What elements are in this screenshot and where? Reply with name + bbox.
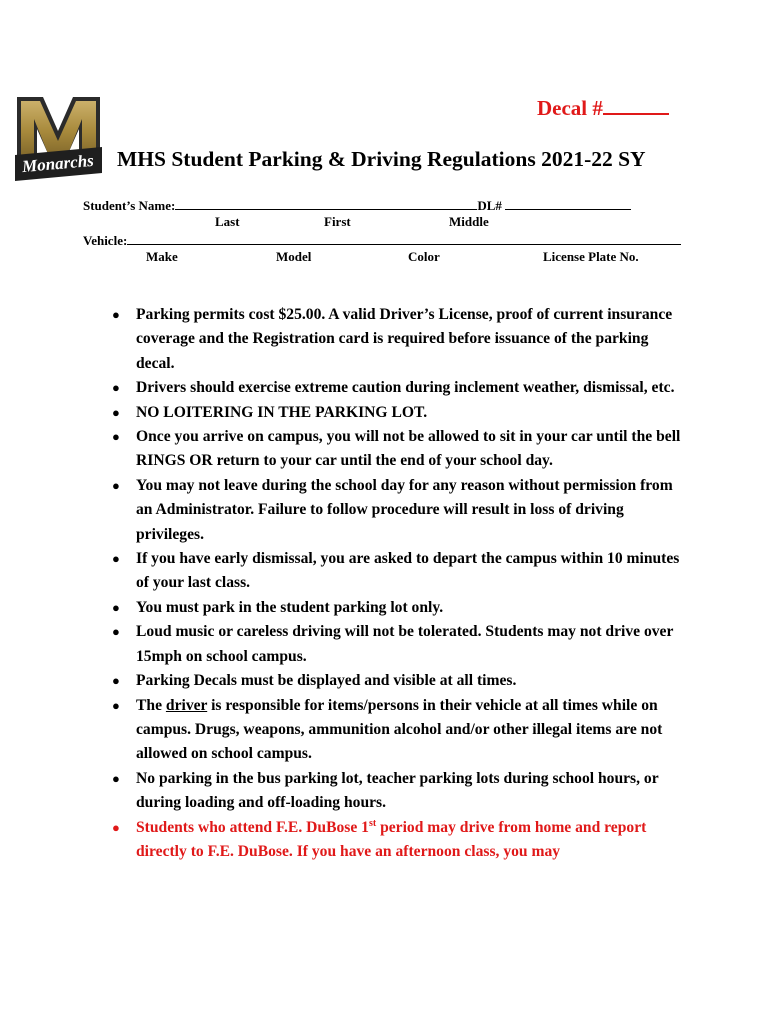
list-item: ● No parking in the bus parking lot, teacher parking lots during school hours, or during loading and off-loading hours. [108, 767, 688, 816]
vehicle-sub-color: Color [408, 249, 440, 264]
list-item: ● Loud music or careless driving will not be tolerated. Students may not drive over 15mph on school campus. [108, 620, 688, 669]
list-item: ● NO LOITERING IN THE PARKING LOT. [108, 401, 688, 425]
bullet-icon: ● [112, 307, 120, 322]
vehicle-sub-make: Make [146, 249, 178, 264]
dl-field[interactable] [505, 197, 631, 210]
decal-blank[interactable] [603, 95, 669, 115]
svg-text:Monarchs: Monarchs [21, 150, 95, 177]
student-name-label: Student’s Name: [83, 198, 176, 213]
bullet-icon: ● [112, 429, 120, 445]
decal-label: Decal # [537, 96, 603, 120]
list-item: ● If you have early dismissal, you are asked to depart the campus within 10 minutes of your last class. [108, 547, 688, 596]
list-item: ● Parking Decals must be displayed and visible at all times. [108, 669, 688, 693]
vehicle-label: Vehicle: [83, 233, 128, 248]
bullet-icon: ● [112, 404, 120, 420]
bullet-icon: ● [112, 697, 120, 713]
vehicle-sub-plate: License Plate No. [543, 249, 639, 264]
list-item: ● You must park in the student parking lot only. [108, 596, 688, 620]
dl-label: DL# [477, 198, 502, 213]
bullet-icon: ● [112, 770, 120, 786]
student-name-field[interactable] [175, 197, 477, 210]
bullet-icon: ● [112, 380, 120, 396]
name-sub-last: Last [215, 214, 240, 229]
name-sub-first: First [324, 214, 351, 229]
list-item: ● You may not leave during the school day for any reason without permission from an Administrator. Failure to follow procedure will result in loss of driving privileges. [108, 474, 688, 547]
bullet-icon: ● [112, 551, 120, 567]
bullet-icon: ● [112, 673, 120, 689]
vehicle-row [83, 232, 681, 249]
monarchs-logo [15, 95, 102, 181]
vehicle-sub-model: Model [276, 249, 312, 264]
list-item: ● The driver is responsible for items/persons in their vehicle at all times while on campus. Drugs, weapons, ammunition alcohol and/or other illegal items are not allowed on school campus. [108, 694, 688, 767]
name-sub-middle: Middle [449, 214, 489, 229]
list-item-highlight: ● Students who attend F.E. DuBose 1st period may drive from home and report directly to F.E. DuBose. If you have an afternoon class, you may [112, 817, 647, 860]
bullet-icon: ● [112, 477, 120, 493]
student-name-row [83, 197, 631, 214]
page-title: MHS Student Parking & Driving Regulations 2021-22 SY [117, 147, 646, 171]
bullet-icon: ● [112, 599, 120, 615]
vehicle-field[interactable] [127, 232, 681, 245]
list-item: ● Once you arrive on campus, you will not be allowed to sit in your car until the bell RINGS OR return to your car until the end of your school day. [108, 425, 688, 474]
list-item: ● Drivers should exercise extreme caution during inclement weather, dismissal, etc. [108, 376, 688, 400]
bullet-icon: ● [112, 624, 120, 640]
list-item: ● Parking permits cost $25.00. A valid Driver’s License, proof of current insurance coverage and the Registration card is required before issuance of the parking decal. [108, 303, 688, 376]
regulations-list [108, 303, 688, 864]
decal-number-field[interactable] [537, 95, 669, 121]
bullet-icon: ● [112, 819, 120, 835]
underlined-driver: driver [165, 696, 208, 714]
